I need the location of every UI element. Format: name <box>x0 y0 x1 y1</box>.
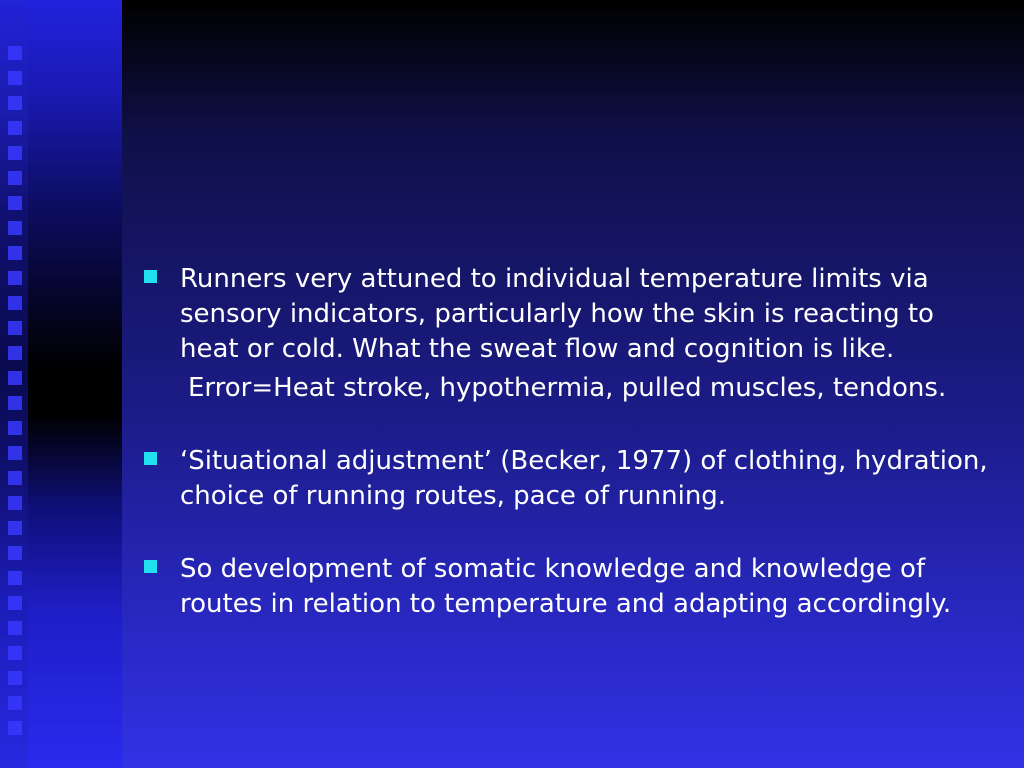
pattern-square <box>8 696 22 710</box>
pattern-square <box>8 721 22 735</box>
pattern-square <box>8 121 22 135</box>
pattern-square <box>8 621 22 635</box>
pattern-square <box>8 521 22 535</box>
pattern-square <box>8 446 22 460</box>
pattern-square <box>8 296 22 310</box>
pattern-square <box>8 271 22 285</box>
bullet-item <box>140 444 1000 514</box>
bullet-text: ‘Situational adjustment’ (Becker, 1977) of clothing, hydration, choice of running routes, pace of running. <box>180 446 988 511</box>
pattern-square <box>8 496 22 510</box>
pattern-square <box>8 546 22 560</box>
pattern-square <box>8 96 22 110</box>
pattern-square <box>8 371 22 385</box>
bullet-text: So development of somatic knowledge and knowledge of routes in relation to temperature and adapting accordingly. <box>180 554 952 619</box>
pattern-square <box>8 671 22 685</box>
pattern-square <box>8 646 22 660</box>
pattern-square <box>8 421 22 435</box>
bullet-item <box>140 552 1000 622</box>
square-bullet-icon <box>144 452 157 465</box>
pattern-square <box>8 221 22 235</box>
pattern-square <box>8 396 22 410</box>
pattern-square <box>8 571 22 585</box>
slide-body <box>140 262 1000 622</box>
bullet-item <box>140 262 1000 406</box>
pattern-square <box>8 246 22 260</box>
pattern-square <box>8 321 22 335</box>
pattern-square <box>8 471 22 485</box>
square-bullet-icon <box>144 270 157 283</box>
slide-sidebar-decoration <box>0 0 122 768</box>
pattern-square <box>8 196 22 210</box>
pattern-square <box>8 146 22 160</box>
square-bullet-icon <box>144 560 157 573</box>
pattern-square <box>8 71 22 85</box>
pattern-square <box>8 346 22 360</box>
pattern-square <box>8 171 22 185</box>
bullet-text: Runners very attuned to individual temperature limits via sensory indicators, particularly how the skin is reacting to heat or cold. What the sweat flow and cognition is like. <box>180 264 934 364</box>
bullet-subline: Error=Heat stroke, hypothermia, pulled muscles, tendons. <box>188 373 947 403</box>
pattern-square <box>8 46 22 60</box>
pattern-square <box>8 596 22 610</box>
